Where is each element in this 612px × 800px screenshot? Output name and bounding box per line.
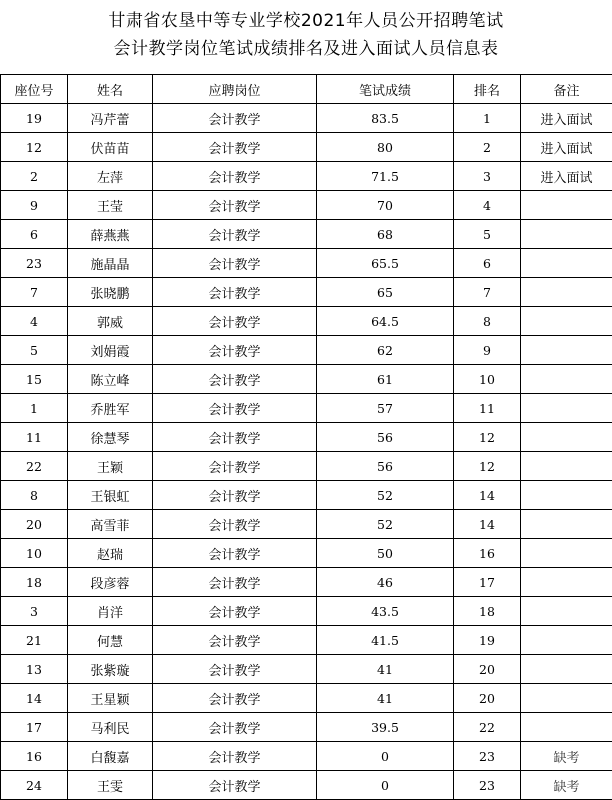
table-row	[1, 713, 612, 742]
name-cell: 乔胜军	[68, 394, 153, 423]
name-cell: 徐慧琴	[68, 423, 153, 452]
seat-number-cell: 14	[1, 684, 68, 713]
name-cell: 陈立峰	[68, 365, 153, 394]
position-cell: 会计教学	[153, 771, 317, 800]
seat-number-cell: 1	[1, 394, 68, 423]
name-cell: 郭威	[68, 307, 153, 336]
rank-cell: 1	[454, 104, 521, 133]
seat-number-cell: 15	[1, 365, 68, 394]
score-cell: 62	[317, 336, 454, 365]
position-cell: 会计教学	[153, 220, 317, 249]
table-row	[1, 104, 612, 133]
rank-cell: 23	[454, 771, 521, 800]
seat-number-cell: 18	[1, 568, 68, 597]
name-cell: 肖洋	[68, 597, 153, 626]
score-cell: 52	[317, 481, 454, 510]
seat-number-cell: 13	[1, 655, 68, 684]
position-cell: 会计教学	[153, 452, 317, 481]
rank-cell: 4	[454, 191, 521, 220]
header-position: 应聘岗位	[153, 75, 317, 104]
score-cell: 43.5	[317, 597, 454, 626]
position-cell: 会计教学	[153, 684, 317, 713]
rank-cell: 10	[454, 365, 521, 394]
position-cell: 会计教学	[153, 365, 317, 394]
remark-cell: 缺考	[521, 771, 612, 800]
table-row	[1, 162, 612, 191]
document-title-line-1: 甘肃省农垦中等专业学校2021年人员公开招聘笔试	[108, 11, 504, 31]
rank-cell: 16	[454, 539, 521, 568]
remark-cell: 进入面试	[521, 133, 612, 162]
remark-cell: 进入面试	[521, 104, 612, 133]
seat-number-cell: 9	[1, 191, 68, 220]
seat-number-cell: 20	[1, 510, 68, 539]
score-cell: 41	[317, 684, 454, 713]
score-cell: 50	[317, 539, 454, 568]
score-cell: 56	[317, 452, 454, 481]
score-cell: 41.5	[317, 626, 454, 655]
seat-number-cell: 6	[1, 220, 68, 249]
table-row	[1, 249, 612, 278]
seat-number-cell: 5	[1, 336, 68, 365]
position-cell: 会计教学	[153, 539, 317, 568]
rank-cell: 7	[454, 278, 521, 307]
rank-cell: 9	[454, 336, 521, 365]
table-row	[1, 191, 612, 220]
table-row	[1, 220, 612, 249]
position-cell: 会计教学	[153, 597, 317, 626]
score-cell: 70	[317, 191, 454, 220]
score-cell: 57	[317, 394, 454, 423]
table-row	[1, 307, 612, 336]
name-cell: 高雪菲	[68, 510, 153, 539]
table-body	[1, 104, 612, 800]
score-cell: 80	[317, 133, 454, 162]
position-cell: 会计教学	[153, 568, 317, 597]
remark-cell	[521, 539, 612, 568]
seat-number-cell: 12	[1, 133, 68, 162]
name-cell: 左萍	[68, 162, 153, 191]
table-row	[1, 626, 612, 655]
rank-cell: 6	[454, 249, 521, 278]
score-cell: 71.5	[317, 162, 454, 191]
name-cell: 张晓鹏	[68, 278, 153, 307]
remark-cell	[521, 510, 612, 539]
rank-cell: 20	[454, 655, 521, 684]
remark-cell	[521, 597, 612, 626]
name-cell: 段彦蓉	[68, 568, 153, 597]
remark-cell	[521, 394, 612, 423]
name-cell: 刘娟霞	[68, 336, 153, 365]
position-cell: 会计教学	[153, 191, 317, 220]
position-cell: 会计教学	[153, 626, 317, 655]
score-cell: 52	[317, 510, 454, 539]
position-cell: 会计教学	[153, 336, 317, 365]
remark-cell	[521, 191, 612, 220]
seat-number-cell: 11	[1, 423, 68, 452]
table-row	[1, 655, 612, 684]
remark-cell	[521, 655, 612, 684]
position-cell: 会计教学	[153, 278, 317, 307]
position-cell: 会计教学	[153, 510, 317, 539]
position-cell: 会计教学	[153, 655, 317, 684]
name-cell: 薛燕燕	[68, 220, 153, 249]
name-cell: 张紫璇	[68, 655, 153, 684]
rank-cell: 19	[454, 626, 521, 655]
name-cell: 王莹	[68, 191, 153, 220]
name-cell: 王银虹	[68, 481, 153, 510]
position-cell: 会计教学	[153, 423, 317, 452]
table-row	[1, 423, 612, 452]
score-cell: 0	[317, 742, 454, 771]
remark-cell	[521, 307, 612, 336]
rank-cell: 17	[454, 568, 521, 597]
header-name: 姓名	[68, 75, 153, 104]
remark-cell	[521, 423, 612, 452]
seat-number-cell: 23	[1, 249, 68, 278]
table-row	[1, 597, 612, 626]
score-cell: 68	[317, 220, 454, 249]
name-cell: 冯芹蕾	[68, 104, 153, 133]
score-cell: 83.5	[317, 104, 454, 133]
position-cell: 会计教学	[153, 713, 317, 742]
rank-cell: 12	[454, 423, 521, 452]
rank-cell: 23	[454, 742, 521, 771]
position-cell: 会计教学	[153, 133, 317, 162]
seat-number-cell: 3	[1, 597, 68, 626]
score-cell: 0	[317, 771, 454, 800]
remark-cell	[521, 568, 612, 597]
table-row	[1, 568, 612, 597]
header-written-score: 笔试成绩	[317, 75, 454, 104]
name-cell: 白馥嘉	[68, 742, 153, 771]
table-row	[1, 452, 612, 481]
position-cell: 会计教学	[153, 162, 317, 191]
score-cell: 41	[317, 655, 454, 684]
seat-number-cell: 16	[1, 742, 68, 771]
rank-cell: 14	[454, 510, 521, 539]
table-row	[1, 481, 612, 510]
name-cell: 王雯	[68, 771, 153, 800]
rank-cell: 14	[454, 481, 521, 510]
seat-number-cell: 24	[1, 771, 68, 800]
remark-cell	[521, 336, 612, 365]
position-cell: 会计教学	[153, 481, 317, 510]
header-seat-number: 座位号	[1, 75, 68, 104]
seat-number-cell: 17	[1, 713, 68, 742]
table-row	[1, 278, 612, 307]
name-cell: 马利民	[68, 713, 153, 742]
remark-cell	[521, 481, 612, 510]
score-cell: 56	[317, 423, 454, 452]
seat-number-cell: 8	[1, 481, 68, 510]
remark-cell: 进入面试	[521, 162, 612, 191]
name-cell: 王颖	[68, 452, 153, 481]
name-cell: 赵瑞	[68, 539, 153, 568]
rank-cell: 22	[454, 713, 521, 742]
rank-cell: 18	[454, 597, 521, 626]
table-row	[1, 742, 612, 771]
remark-cell	[521, 278, 612, 307]
seat-number-cell: 4	[1, 307, 68, 336]
position-cell: 会计教学	[153, 394, 317, 423]
table-row	[1, 365, 612, 394]
remark-cell	[521, 365, 612, 394]
rank-cell: 12	[454, 452, 521, 481]
header-rank: 排名	[454, 75, 521, 104]
seat-number-cell: 7	[1, 278, 68, 307]
table-row	[1, 394, 612, 423]
seat-number-cell: 10	[1, 539, 68, 568]
rank-cell: 2	[454, 133, 521, 162]
name-cell: 何慧	[68, 626, 153, 655]
name-cell: 施晶晶	[68, 249, 153, 278]
remark-cell: 缺考	[521, 742, 612, 771]
remark-cell	[521, 452, 612, 481]
rank-cell: 5	[454, 220, 521, 249]
position-cell: 会计教学	[153, 249, 317, 278]
remark-cell	[521, 713, 612, 742]
table-row	[1, 510, 612, 539]
seat-number-cell: 2	[1, 162, 68, 191]
name-cell: 伏苗苗	[68, 133, 153, 162]
seat-number-cell: 19	[1, 104, 68, 133]
rank-cell: 3	[454, 162, 521, 191]
rank-cell: 8	[454, 307, 521, 336]
seat-number-cell: 21	[1, 626, 68, 655]
remark-cell	[521, 220, 612, 249]
seat-number-cell: 22	[1, 452, 68, 481]
table-row	[1, 133, 612, 162]
name-cell: 王星颖	[68, 684, 153, 713]
rank-cell: 11	[454, 394, 521, 423]
table-row	[1, 539, 612, 568]
table-row	[1, 336, 612, 365]
table-header-row	[1, 75, 612, 104]
results-table	[0, 74, 612, 800]
score-cell: 39.5	[317, 713, 454, 742]
remark-cell	[521, 626, 612, 655]
score-cell: 64.5	[317, 307, 454, 336]
score-cell: 46	[317, 568, 454, 597]
position-cell: 会计教学	[153, 742, 317, 771]
header-remarks: 备注	[521, 75, 612, 104]
score-cell: 61	[317, 365, 454, 394]
remark-cell	[521, 249, 612, 278]
position-cell: 会计教学	[153, 307, 317, 336]
rank-cell: 20	[454, 684, 521, 713]
score-cell: 65	[317, 278, 454, 307]
remark-cell	[521, 684, 612, 713]
table-row	[1, 684, 612, 713]
score-cell: 65.5	[317, 249, 454, 278]
table-row	[1, 771, 612, 800]
position-cell: 会计教学	[153, 104, 317, 133]
document-title-line-2: 会计教学岗位笔试成绩排名及进入面试人员信息表	[113, 39, 499, 59]
